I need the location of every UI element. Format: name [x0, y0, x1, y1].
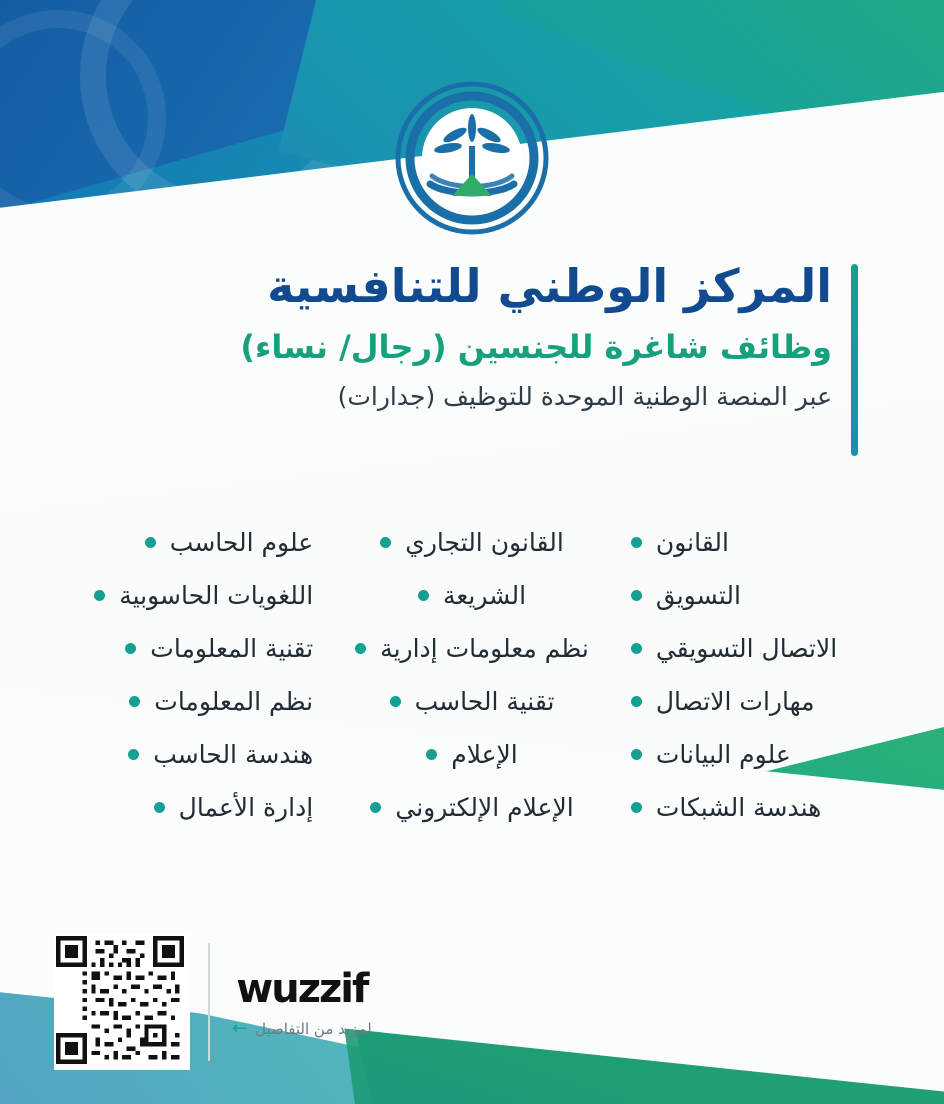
- list-item: [342, 581, 601, 610]
- headings: [0, 258, 944, 414]
- bullet-icon: [125, 643, 136, 654]
- bullet-icon: [128, 749, 139, 760]
- list-item: [54, 528, 313, 557]
- arrow-left-icon: ←: [232, 1018, 248, 1039]
- major-label: اللغويات الحاسوبية: [119, 581, 314, 610]
- bullet-icon: [390, 696, 401, 707]
- bullet-icon: [145, 537, 156, 548]
- page-title: المركز الوطني للتنافسية: [267, 259, 832, 313]
- more-details[interactable]: [232, 1020, 372, 1038]
- saudi-emblem-palm-swords-circle-logo: [392, 78, 552, 238]
- bullet-icon: [154, 802, 165, 813]
- list-item: [631, 687, 890, 716]
- list-item: [342, 634, 601, 663]
- bullet-icon: [370, 802, 381, 813]
- list-item: [342, 687, 601, 716]
- bullet-icon: [631, 749, 642, 760]
- major-label: الاتصال التسويقي: [655, 634, 838, 663]
- list-item: [342, 740, 601, 769]
- brand-block: [228, 966, 372, 1038]
- major-label: علوم البيانات: [655, 740, 791, 769]
- major-label: الإعلام الإلكتروني: [395, 793, 574, 822]
- majors-column-right: [631, 528, 890, 822]
- accent-bar: [851, 264, 858, 456]
- major-label: مهارات الاتصال: [655, 687, 815, 716]
- qr-code[interactable]: [54, 934, 190, 1070]
- major-label: القانون التجاري: [405, 528, 564, 557]
- page-subtitle: وظائف شاغرة للجنسين (رجال/ نساء): [240, 327, 832, 366]
- bullet-icon: [631, 590, 642, 601]
- list-item: [631, 634, 890, 663]
- footer-divider: [208, 943, 210, 1061]
- majors-column-left: [54, 528, 313, 822]
- major-label: الشريعة: [442, 581, 527, 610]
- list-item: [54, 581, 313, 610]
- bullet-icon: [418, 590, 429, 601]
- bullet-icon: [129, 696, 140, 707]
- list-item: [631, 528, 890, 557]
- list-item: [631, 740, 890, 769]
- major-label: تقنية المعلومات: [150, 634, 314, 663]
- list-item: [54, 740, 313, 769]
- major-label: هندسة الشبكات: [655, 793, 822, 822]
- more-details-label: لمزيد من التفاصيل: [255, 1020, 372, 1038]
- bullet-icon: [426, 749, 437, 760]
- list-item: [54, 793, 313, 822]
- bullet-icon: [380, 537, 391, 548]
- major-label: هندسة الحاسب: [153, 740, 314, 769]
- bullet-icon: [355, 643, 366, 654]
- list-item: [342, 528, 601, 557]
- list-item: [342, 793, 601, 822]
- major-label: الإعلام: [451, 740, 518, 769]
- brand-name: wuzzif: [236, 966, 368, 1012]
- bullet-icon: [631, 643, 642, 654]
- major-label: نظم معلومات إدارية: [380, 634, 589, 663]
- list-item: [631, 793, 890, 822]
- major-label: القانون: [655, 528, 729, 557]
- major-label: تقنية الحاسب: [414, 687, 555, 716]
- list-item: [54, 634, 313, 663]
- major-label: علوم الحاسب: [169, 528, 314, 557]
- bullet-icon: [631, 537, 642, 548]
- major-label: نظم المعلومات: [154, 687, 314, 716]
- major-label: التسويق: [655, 581, 741, 610]
- bullet-icon: [631, 696, 642, 707]
- list-item: [54, 687, 313, 716]
- major-label: إدارة الأعمال: [178, 793, 314, 822]
- majors-list: [54, 528, 890, 822]
- page-note: عبر المنصة الوطنية الموحدة للتوظيف (جدارات): [337, 381, 832, 411]
- majors-column-middle: [342, 528, 601, 822]
- footer: [54, 934, 372, 1070]
- bullet-icon: [94, 590, 105, 601]
- list-item: [631, 581, 890, 610]
- bullet-icon: [631, 802, 642, 813]
